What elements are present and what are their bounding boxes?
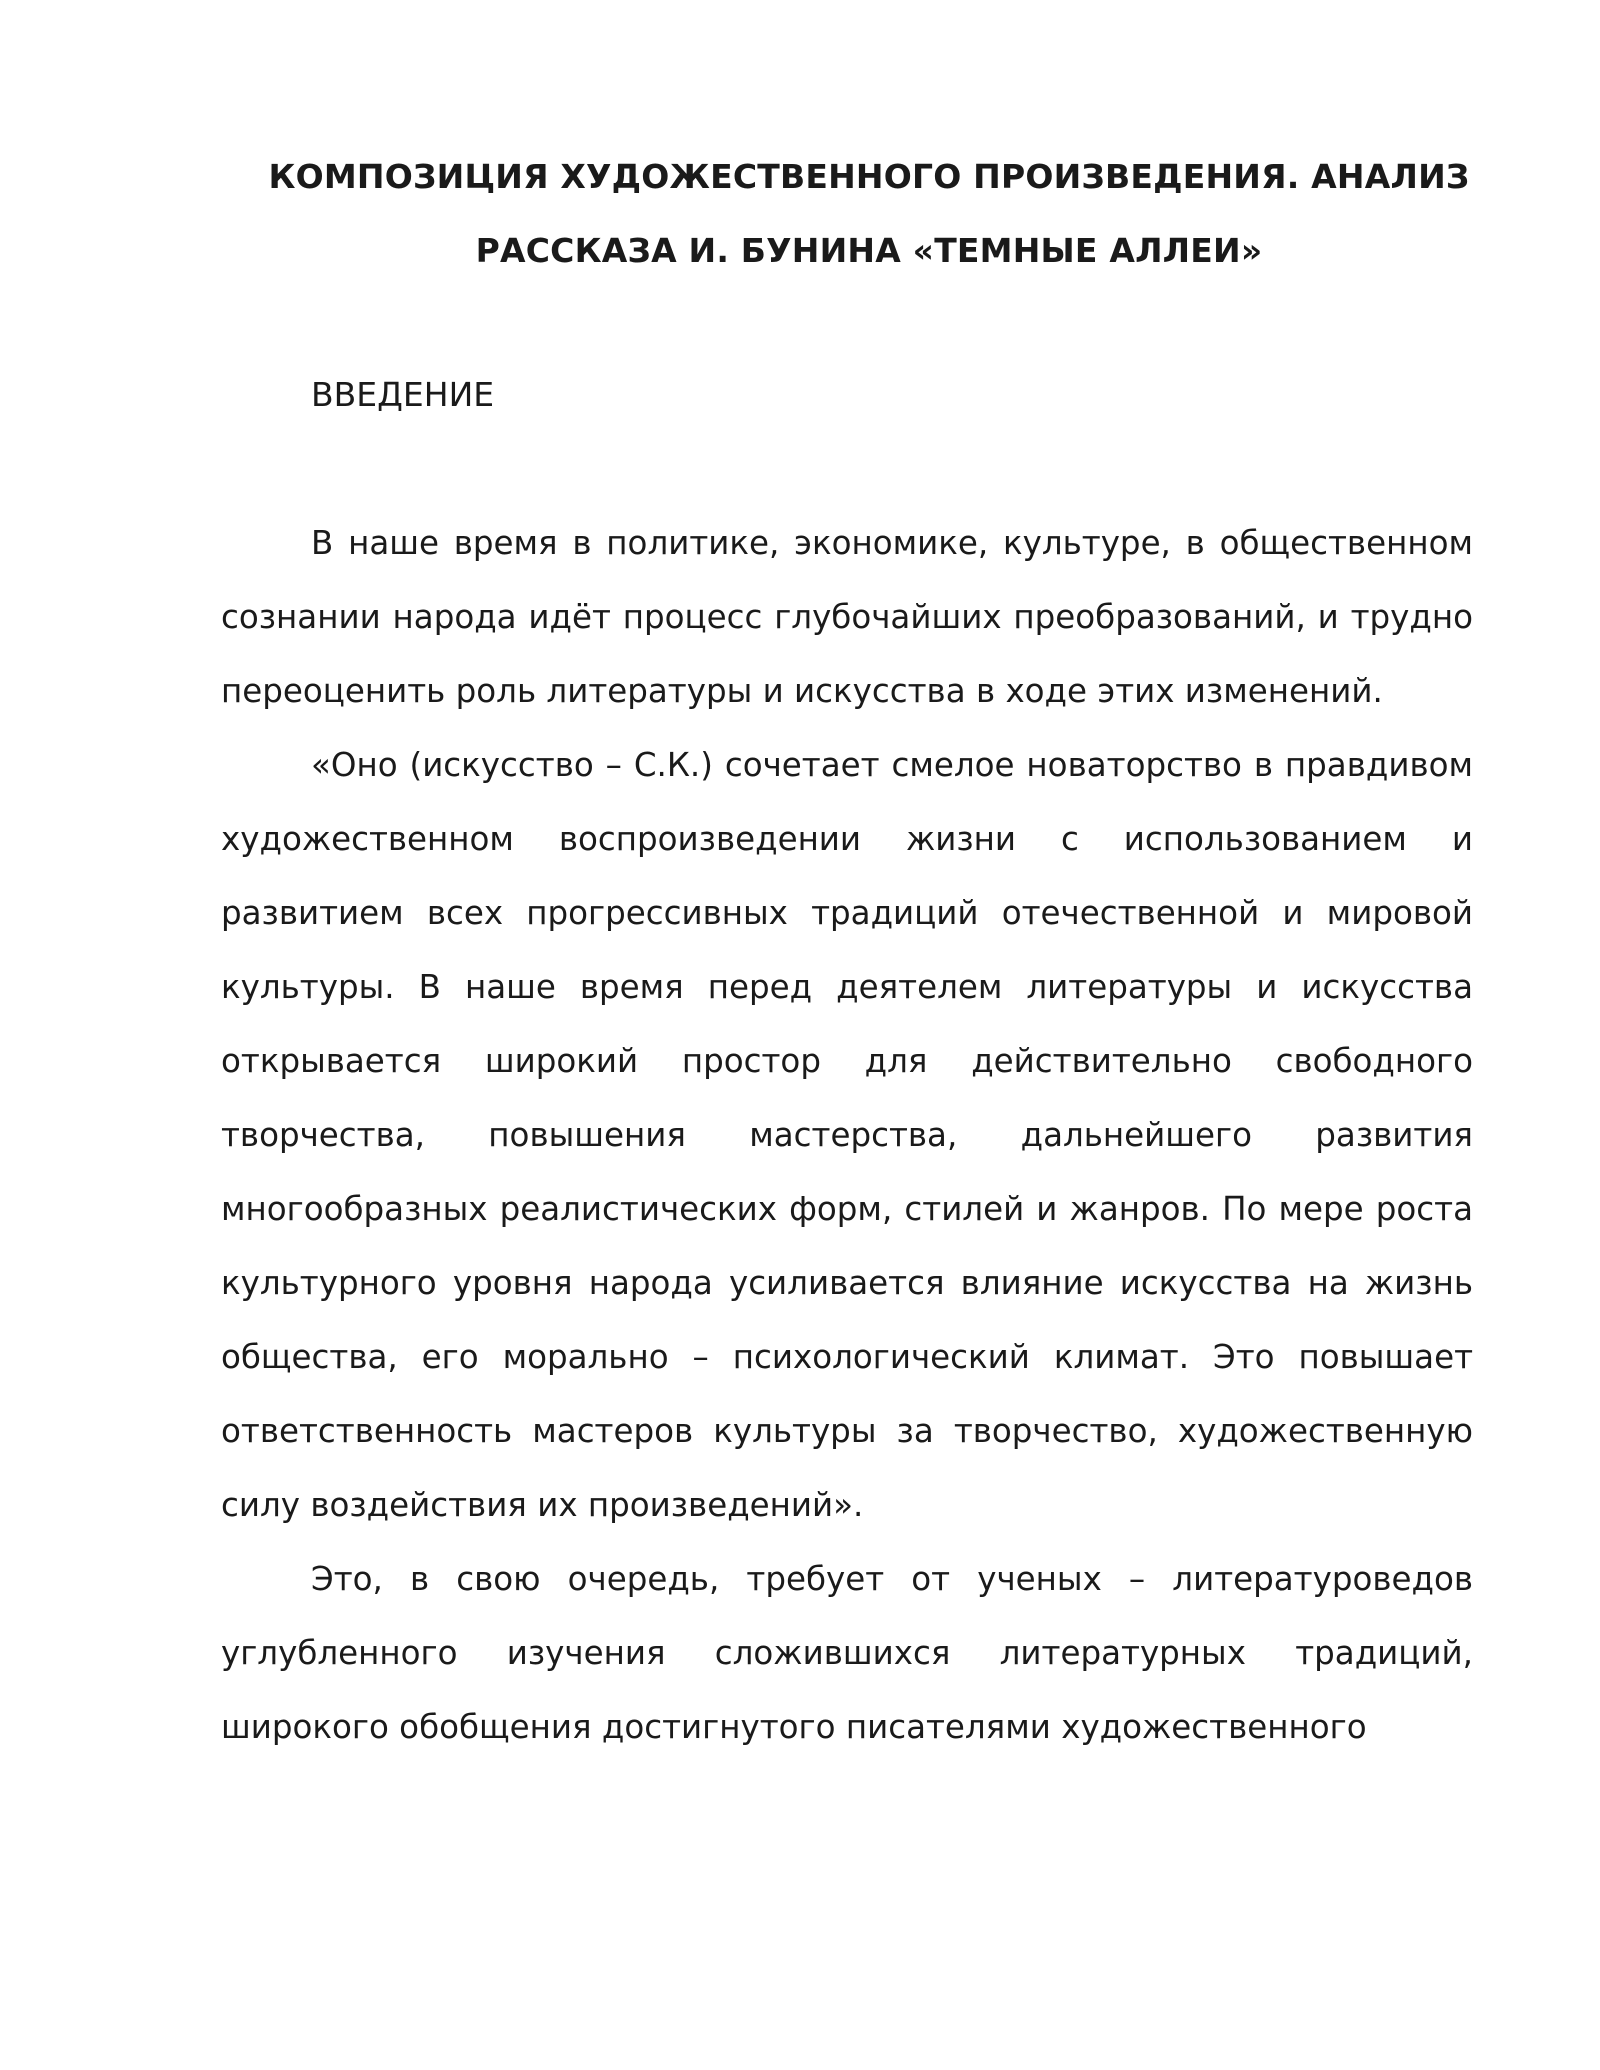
document-title-line: РАССКАЗА И. БУНИНА «ТЕМНЫЕ АЛЛЕИ» [475, 231, 1263, 270]
paragraph: «Оно (искусство – С.К.) сочетает смелое новаторство в правдивом художественном воспроизведении жизни с использованием и развитием всех прогрессивных традиций отечественной и мировой культуры. В наше время перед деятелем литературы и искусства открывается широкий простор для действительно свободного творчества, повышения мастерства, дальнейшего развития многообразных реалистических форм, стилей и жанров. По мере роста культурного уровня народа усиливается влияние искусства на жизнь общества, его морально – психологический климат. Это повышает ответственность мастеров культуры за творчество, художественную силу воздействия их произведений». [221, 746, 1473, 1524]
document-body [221, 140, 1473, 1764]
section-heading: ВВЕДЕНИЕ [311, 375, 495, 414]
document-title-line: КОМПОЗИЦИЯ ХУДОЖЕСТВЕННОГО ПРОИЗВЕДЕНИЯ. АНАЛИЗ [268, 157, 1470, 196]
paragraph: В наше время в политике, экономике, культуре, в общественном сознании народа идёт процесс глубочайших преобразований, и трудно переоценить роль литературы и искусства в ходе этих изменений. [221, 524, 1473, 710]
paragraph: Это, в свою очередь, требует от ученых – литературоведов углубленного изучения сложившихся литературных традиций, широкого обобщения достигнутого писателями художественного [221, 1560, 1473, 1746]
document-title [221, 140, 1473, 288]
